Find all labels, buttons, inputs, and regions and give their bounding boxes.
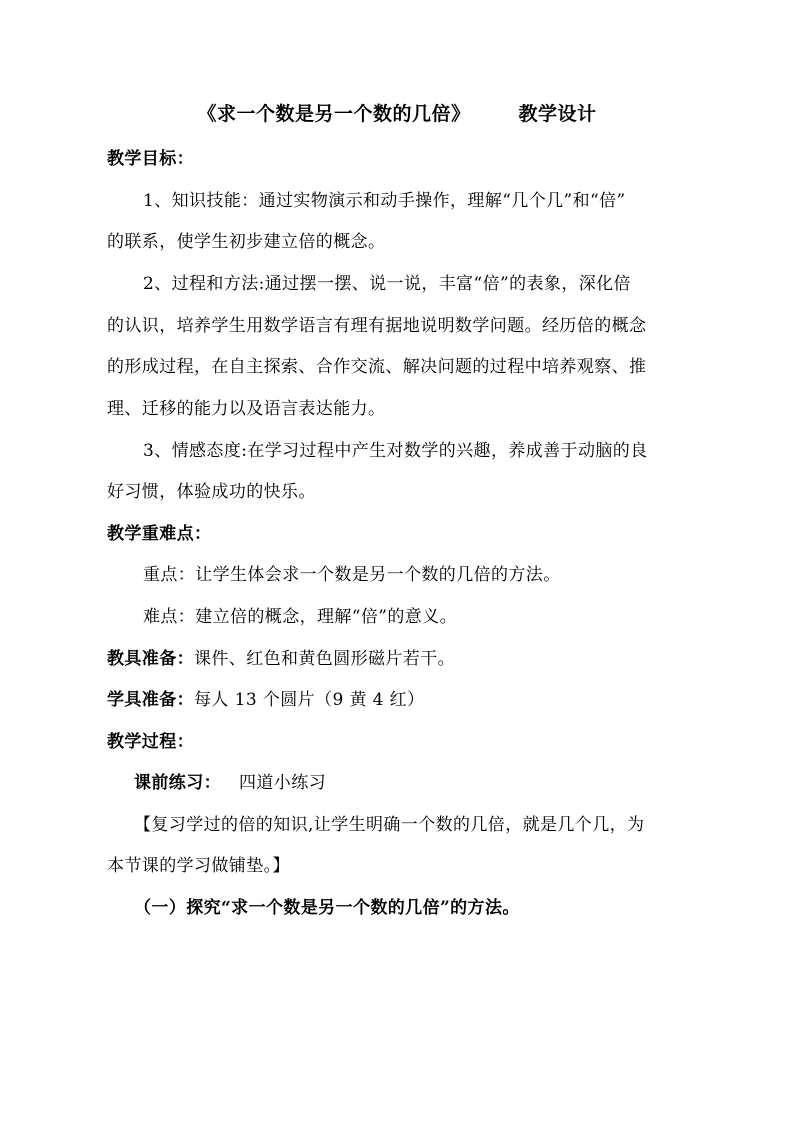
goals-heading: 教学目标： bbox=[107, 149, 194, 169]
pre-class-practice bbox=[134, 773, 326, 793]
title-sub: 教学设计 bbox=[518, 103, 597, 125]
goal-3-line-2: 好习惯，体验成功的快乐。 bbox=[107, 482, 316, 502]
document-title bbox=[0, 99, 794, 126]
review-note-line-2: 本节课的学习做铺垫。】 bbox=[107, 856, 290, 876]
goal-2-line-4: 理、迁移的能力以及语言表达能力。 bbox=[107, 399, 386, 419]
goal-1-line-1: 1、知识技能：通过实物演示和动手操作，理解“几个几”和“倍” bbox=[143, 191, 626, 211]
focus-point: 重点：让学生体会求一个数是另一个数的几倍的方法。 bbox=[143, 565, 561, 585]
review-note-line-1: 【复习学过的倍的知识,让学生明确一个数的几倍，就是几个几，为 bbox=[134, 815, 645, 835]
learning-aids bbox=[107, 690, 424, 710]
goal-2-line-2: 的认识，培养学生用数学语言有理有据地说明数学问题。经历倍的概念 bbox=[107, 316, 647, 336]
difficulty-point: 难点：建立倍的概念，理解“倍”的意义。 bbox=[143, 607, 457, 627]
goal-3-line-1: 3、情感态度:在学习过程中产生对数学的兴趣，养成善于动脑的良 bbox=[143, 441, 648, 461]
learning-aids-label: 学具准备： bbox=[107, 690, 194, 710]
pre-class-text: 四道小练习 bbox=[239, 773, 326, 793]
title-main: 《求一个数是另一个数的几倍》 bbox=[197, 103, 471, 125]
goal-2-line-1: 2、过程和方法:通过摆一摆、说一说，丰富“倍”的表象，深化倍 bbox=[143, 274, 631, 294]
learning-aids-text: 每人 13 个圆片（9 黄 4 红） bbox=[194, 690, 425, 710]
section-1-heading: （一）探究“求一个数是另一个数的几倍”的方法。 bbox=[134, 898, 520, 918]
process-heading: 教学过程： bbox=[107, 732, 194, 752]
key-points-heading: 教学重难点： bbox=[107, 524, 212, 544]
teaching-aids bbox=[107, 649, 455, 669]
pre-class-label: 课前练习： bbox=[134, 773, 221, 793]
goal-2-line-3: 的形成过程，在自主探索、合作交流、解决问题的过程中培养观察、推 bbox=[107, 357, 647, 377]
teaching-aids-text: 课件、红色和黄色圆形磁片若干。 bbox=[194, 649, 455, 669]
goal-1-line-2: 的联系，使学生初步建立倍的概念。 bbox=[107, 232, 386, 252]
teaching-aids-label: 教具准备： bbox=[107, 649, 194, 669]
